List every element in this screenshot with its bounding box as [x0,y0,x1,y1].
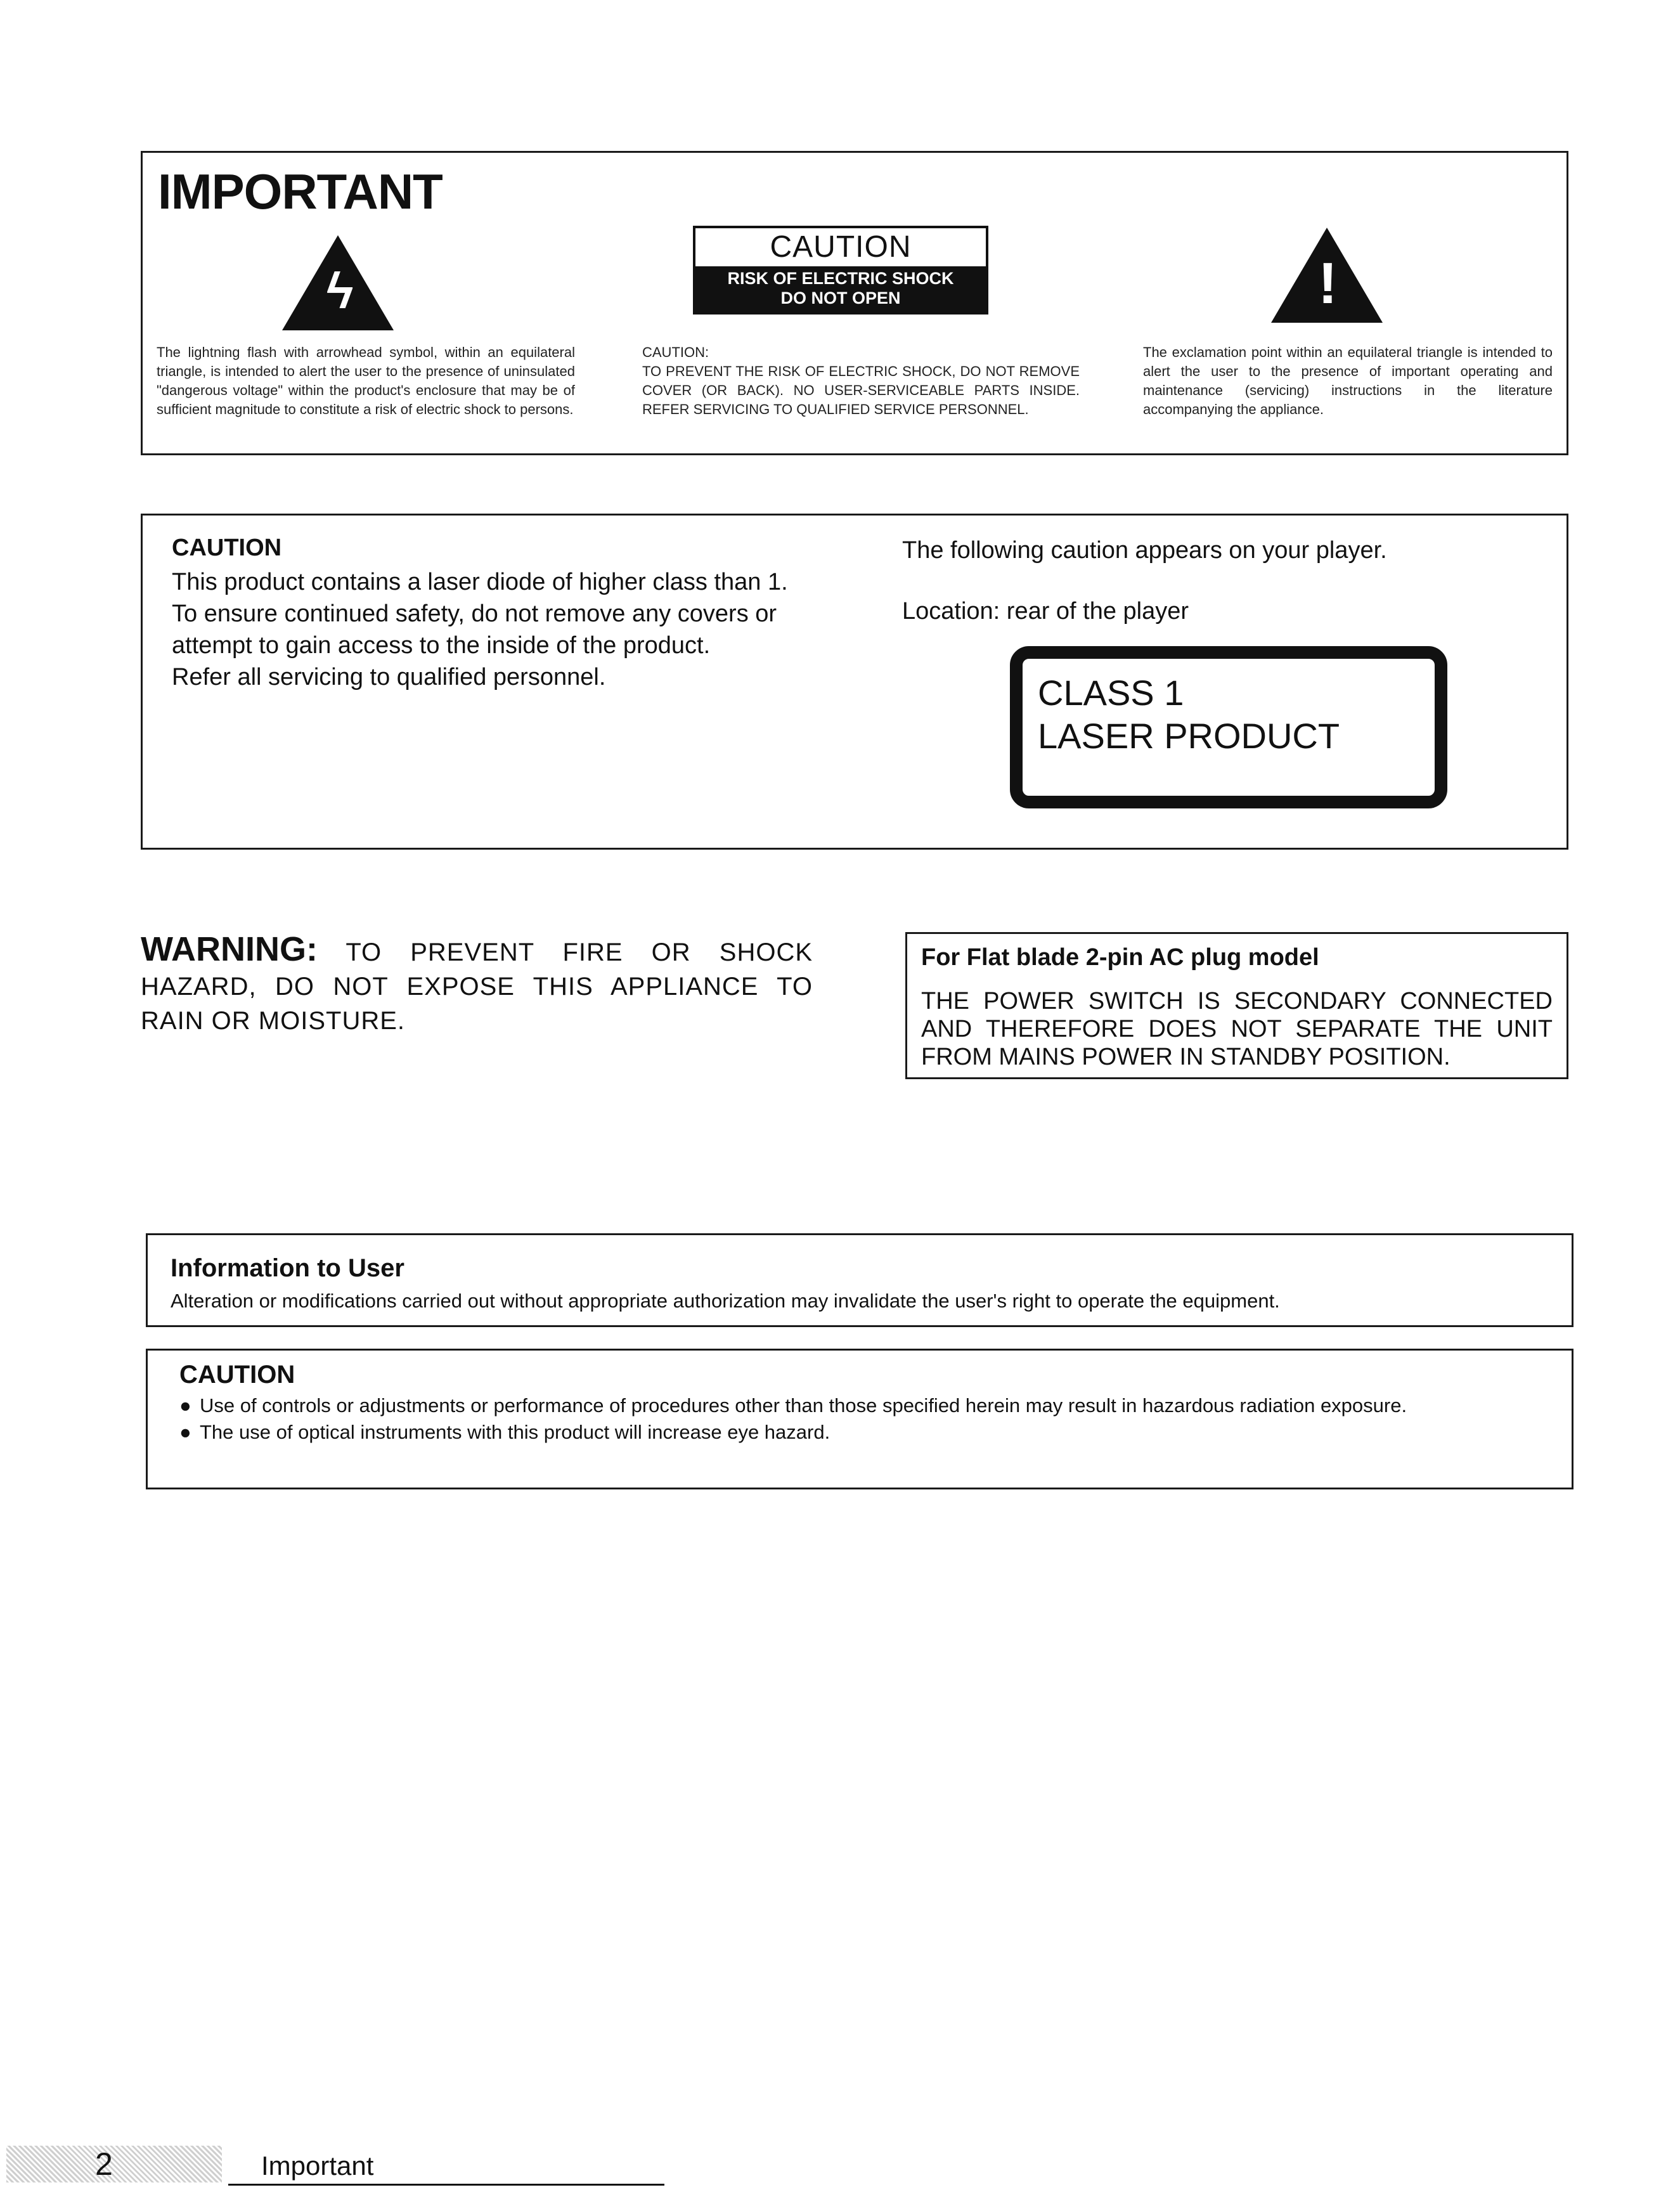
list-item [179,1419,1561,1446]
lightning-description: The lightning flash with arrowhead symbol, within an equilateral triangle, is intended to alert the user to the presence of uninsulated "dangerous voltage" within the product's enclosure that may be of sufficient magnitude to constitute a risk of electric shock to persons. [157,344,575,417]
radiation-caution-item1: Use of controls or adjustments or performance of procedures other than those specified herein may result in hazardous radiation exposure. [200,1394,1407,1417]
radiation-caution-item2: The use of optical instruments with this product will increase eye hazard. [200,1421,830,1443]
radiation-caution-list [179,1392,1561,1446]
information-to-user-box [146,1233,1573,1327]
exclamation-description: The exclamation point within an equilateral triangle is intended to alert the user to the presence of important operating and maintenance (servicing) instructions in the literature accompanying the appliance. [1143,344,1553,417]
laser-caution-line1: This product contains a laser diode of higher class than 1. [172,569,788,595]
laser-caution-text [172,566,850,693]
important-box [141,151,1568,455]
caution-label-subtitle [695,266,986,312]
laser-caution-box [141,514,1568,850]
radiation-caution-heading: CAUTION [179,1361,295,1389]
exclamation-warning-icon: ! [1271,228,1383,323]
laser-caution-line3: attempt to gain access to the inside of the product. [172,632,711,659]
laser-caution-heading: CAUTION [172,535,282,561]
bullet-icon: ● [179,1394,191,1417]
laser-caution-line2: To ensure continued safety, do not remove any covers or [172,600,777,627]
fire-shock-warning [141,932,813,1038]
location-text: Location: rear of the player [902,598,1189,625]
footer-divider [228,2184,664,2186]
caution-label-line1: RISK OF ELECTRIC SHOCK [727,269,954,288]
warning-text: TO PREVENT FIRE OR SHOCK HAZARD, DO NOT EXPOSE THIS APPLIANCE TO RAIN OR MOISTURE. [141,938,813,1035]
class1-laser-label [1010,646,1447,808]
caution-description-head: CAUTION: [642,344,709,360]
warning-label: WARNING: [141,930,318,968]
page-number: 2 [95,2146,113,2182]
footer-section-label: Important [261,2151,374,2181]
class-label-line2: LASER PRODUCT [1038,716,1340,756]
info-heading: Information to User [171,1254,404,1282]
lightning-warning-icon: ϟ [282,235,394,330]
caution-description-body: TO PREVENT THE RISK OF ELECTRIC SHOCK, DO NOT REMOVE COVER (OR BACK). NO USER-SERVICEABLE PARTS INSIDE. REFER SERVICING TO QUALIFIED SERVICE PERSONNEL. [642,363,1080,417]
class-label-line1: CLASS 1 [1038,673,1184,713]
footer-page-tab [6,2146,222,2182]
important-title: IMPORTANT [158,164,443,219]
plug-model-heading: For Flat blade 2-pin AC plug model [921,944,1319,971]
caution-appears-text: The following caution appears on your player. [902,537,1387,564]
plug-model-text: THE POWER SWITCH IS SECONDARY CONNECTED AND THEREFORE DOES NOT SEPARATE THE UNIT FROM MAINS POWER IN STANDBY POSITION. [921,988,1553,1070]
caution-label-line2: DO NOT OPEN [780,289,901,308]
laser-caution-line4: Refer all servicing to qualified personnel. [172,664,606,691]
caution-label [693,226,988,314]
info-text: Alteration or modifications carried out without appropriate authorization may invalidate the user's right to operate the equipment. [171,1290,1280,1312]
plug-model-box [905,932,1568,1079]
bullet-icon: ● [179,1421,191,1443]
caution-description [642,343,1080,419]
list-item [179,1392,1561,1419]
radiation-caution-box [146,1349,1573,1489]
caution-label-title: CAUTION [770,230,912,264]
